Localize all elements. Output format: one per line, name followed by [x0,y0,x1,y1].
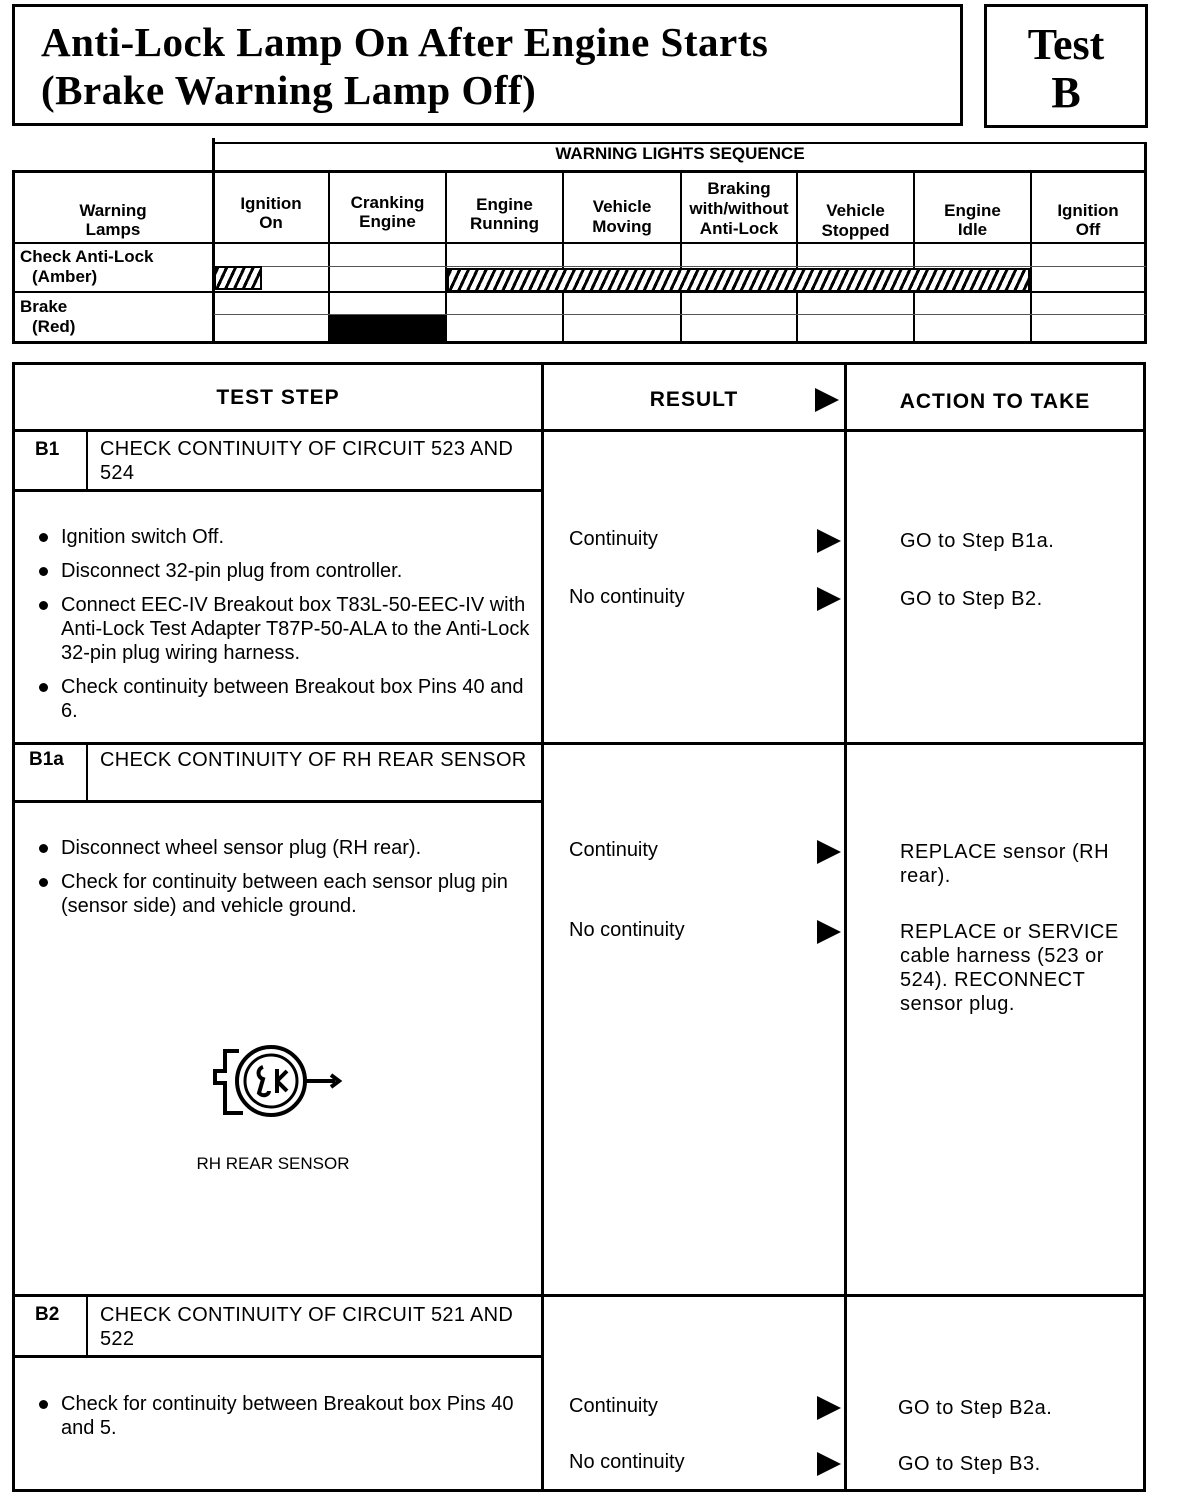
lamp-label: Check Anti-Lock [20,247,154,266]
phase-header: Moving [592,217,652,236]
page-title: Anti-Lock Lamp On After Engine Starts [41,19,769,65]
step-id: B1a [29,749,64,770]
phase-header: Running [470,214,539,233]
instruction-item: Check continuity between Breakout box Pins 40 and 6. [37,675,532,723]
phase-header: Idle [957,220,988,239]
red-lamp-on-bar [330,315,445,342]
phase-header: Cranking [350,193,425,212]
action-text: GO to Step B1a. [900,530,1055,552]
warning-lamps-label: Lamps [85,220,141,239]
sensor-connector-icon [207,1029,347,1129]
diagnostic-table [12,362,1146,1492]
arrow-right-icon [817,529,841,553]
action-text: GO to Step B2. [900,588,1043,610]
instruction-item: Disconnect 32-pin plug from controller. [37,559,532,583]
step-instructions [37,525,532,733]
phase-header: Ignition [240,194,302,213]
lamp-label: (Red) [32,317,76,336]
phase-header: Braking [707,179,771,198]
action-text: GO to Step B2a. [898,1397,1053,1419]
result-text: No continuity [569,919,685,941]
test-label: Test [1027,20,1105,69]
amber-lamp-on-bar [214,266,262,290]
arrow-right-icon [817,1452,841,1476]
page-subtitle: (Brake Warning Lamp Off) [41,67,537,113]
phase-header: with/without [689,199,789,218]
instruction-item: Check for continuity between each sensor plug pin (sensor side) and vehicle ground. [37,870,532,918]
column-header-test-step: TEST STEP [216,386,340,409]
step-title: CHECK CONTINUITY OF RH REAR SENSOR [100,749,527,771]
phase-header: Off [1075,220,1101,239]
instruction-item: Disconnect wheel sensor plug (RH rear). [37,836,532,860]
phase-header: On [259,213,283,232]
instruction-item: Ignition switch Off. [37,525,532,549]
column-header-result: RESULT [649,388,739,411]
phase-header: Engine [476,195,533,214]
warning-lamps-label: Warning [79,201,147,220]
title-box [12,4,963,126]
test-label-box [984,4,1148,128]
action-text: REPLACE or SERVICE cable harness (523 or 524). RECONNECT sensor plug. [900,921,1119,1015]
arrow-right-icon [817,840,841,864]
step-title: CHECK CONTINUITY OF CIRCUIT 523 AND 524 [100,438,514,484]
instruction-item: Connect EEC-IV Breakout box T83L-50-EEC-IV with Anti-Lock Test Adapter T87P-50-ALA to the Anti-Lock 32-pin plug wiring harness. [37,593,532,665]
step-id: B2 [35,1304,60,1325]
phase-header: Vehicle [592,197,652,216]
phase-header: Stopped [821,221,890,240]
result-text: Continuity [569,839,658,861]
result-text: Continuity [569,528,658,550]
arrow-right-icon [817,1396,841,1420]
result-text: Continuity [569,1395,658,1417]
column-header-action: ACTION TO TAKE [899,390,1091,413]
phase-header: Engine [944,201,1001,220]
arrow-right-icon [817,920,841,944]
phase-header: Vehicle [826,201,885,220]
step-instructions [37,1392,517,1450]
step-instructions [37,836,532,928]
action-text: GO to Step B3. [898,1453,1041,1475]
lamp-label: Brake [20,297,68,316]
step-id: B1 [35,439,60,460]
phase-header: Engine [359,212,416,231]
instruction-item: Check for continuity between Breakout box Pins 40 and 5. [37,1392,517,1440]
step-title: CHECK CONTINUITY OF CIRCUIT 521 AND 522 [100,1304,514,1350]
phase-header: Anti-Lock [699,219,779,238]
sequence-title: WARNING LIGHTS SEQUENCE [555,144,805,163]
result-text: No continuity [569,586,685,608]
arrow-right-icon [817,587,841,611]
result-text: No continuity [569,1451,685,1473]
amber-lamp-on-bar [447,268,1030,292]
test-letter: B [1051,68,1081,117]
phase-header: Ignition [1057,201,1119,220]
lamp-label: (Amber) [32,267,98,286]
action-text: REPLACE sensor (RH rear). [900,841,1110,887]
figure-caption: RH REAR SENSOR [196,1154,350,1173]
arrow-right-icon [815,388,839,412]
